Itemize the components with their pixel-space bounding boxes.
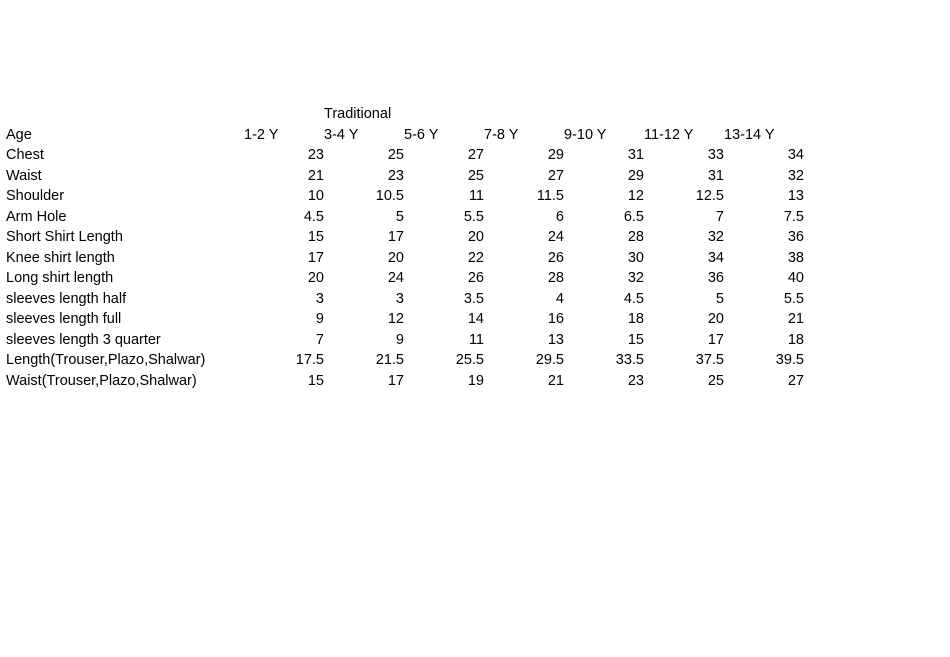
- cell-value: 16: [547, 311, 564, 327]
- cell-value: 23: [627, 372, 644, 389]
- cell-value: 32: [707, 229, 724, 245]
- size-chart-table: [6, 104, 804, 391]
- cell-value: 25: [707, 372, 724, 389]
- cell-value: 3: [315, 290, 324, 307]
- cell-value: 12: [387, 311, 404, 327]
- cell-value: 29: [627, 167, 644, 184]
- cell-value: 17.5: [295, 352, 324, 368]
- table-row: [6, 268, 804, 289]
- table-row: [6, 186, 804, 207]
- cell-value: 18: [627, 311, 644, 327]
- cell-value: 39.5: [775, 352, 804, 368]
- cell-value: 17: [307, 249, 324, 266]
- cell-value: 14: [467, 311, 484, 327]
- cell-value: 24: [547, 229, 564, 245]
- cell-value: 11: [468, 331, 484, 348]
- banner-empty-cell-3: [404, 104, 484, 125]
- cell-value: 40: [787, 270, 804, 286]
- cell-value: 17: [387, 229, 404, 245]
- cell-value: 27: [787, 372, 804, 389]
- row-label: Long shirt length: [6, 270, 114, 286]
- cell-value: 19: [467, 372, 484, 389]
- cell-value: 17: [387, 372, 404, 389]
- cell-value: 26: [467, 270, 484, 286]
- cell-value: 32: [787, 167, 804, 184]
- cell-value: 13: [787, 188, 804, 204]
- table-row: [6, 207, 804, 228]
- cell-value: 28: [627, 229, 644, 245]
- cell-value: 27: [547, 167, 564, 184]
- column-header-1-2y: 1-2 Y: [244, 126, 279, 143]
- cell-value: 23: [307, 147, 324, 163]
- column-header-9-10y: 9-10 Y: [564, 126, 607, 143]
- cell-value: 30: [627, 249, 644, 266]
- cell-value: 6: [555, 208, 564, 225]
- banner-title: Traditional: [324, 106, 392, 122]
- row-label: Short Shirt Length: [6, 229, 123, 245]
- banner-empty-cell-6: [644, 104, 724, 125]
- cell-value: 7: [315, 331, 324, 348]
- cell-value: 18: [787, 331, 804, 348]
- table-row: [6, 371, 804, 392]
- column-header-13-14y: 13-14 Y: [724, 126, 775, 143]
- cell-value: 15: [307, 372, 324, 389]
- cell-value: 5: [715, 290, 724, 307]
- cell-value: 25: [387, 147, 404, 163]
- cell-value: 24: [387, 270, 404, 286]
- cell-value: 20: [307, 270, 324, 286]
- cell-value: 5.5: [463, 208, 484, 225]
- table-row: [6, 248, 804, 269]
- cell-value: 5: [395, 208, 404, 225]
- cell-value: 9: [395, 331, 404, 348]
- table-row: [6, 330, 804, 351]
- table-row: [6, 145, 804, 166]
- cell-value: 33.5: [615, 352, 644, 368]
- table-row: [6, 166, 804, 187]
- column-header-5-6y: 5-6 Y: [404, 126, 439, 143]
- table-row: [6, 350, 804, 371]
- cell-value: 29.5: [535, 352, 564, 368]
- banner-empty-cell: [6, 104, 244, 125]
- cell-value: 13: [547, 331, 564, 348]
- cell-value: 12.5: [695, 188, 724, 204]
- column-header-3-4y: 3-4 Y: [324, 126, 359, 143]
- table-row: [6, 289, 804, 310]
- cell-value: 25.5: [455, 352, 484, 368]
- row-label: sleeves length half: [6, 290, 127, 307]
- cell-value: 28: [547, 270, 564, 286]
- cell-value: 29: [547, 147, 564, 163]
- row-label: Shoulder: [6, 188, 65, 204]
- size-chart-body: [6, 104, 804, 391]
- cell-value: 36: [707, 270, 724, 286]
- cell-value: 10: [307, 188, 324, 204]
- cell-value: 31: [707, 167, 724, 184]
- row-label: Length(Trouser,Plazo,Shalwar): [6, 352, 206, 368]
- cell-value: 3.5: [463, 290, 484, 307]
- cell-value: 9: [315, 311, 324, 327]
- cell-value: 21: [787, 311, 804, 327]
- banner-empty-cell-4: [484, 104, 564, 125]
- table-row: [6, 309, 804, 330]
- cell-value: 25: [467, 167, 484, 184]
- cell-value: 26: [547, 249, 564, 266]
- cell-value: 5.5: [783, 290, 804, 307]
- cell-value: 4.5: [623, 290, 644, 307]
- cell-value: 3: [395, 290, 404, 307]
- row-label: Waist: [6, 167, 42, 184]
- cell-value: 31: [627, 147, 644, 163]
- table-row: [6, 227, 804, 248]
- cell-value: 17: [707, 331, 724, 348]
- cell-value: 21.5: [375, 352, 404, 368]
- cell-value: 11.5: [536, 188, 564, 204]
- cell-value: 21: [307, 167, 324, 184]
- cell-value: 22: [467, 249, 484, 266]
- cell-value: 20: [707, 311, 724, 327]
- banner-empty-cell-2: [244, 104, 324, 125]
- row-label: Chest: [6, 147, 44, 163]
- row-label: Arm Hole: [6, 208, 67, 225]
- cell-value: 4.5: [303, 208, 324, 225]
- cell-value: 12: [627, 188, 644, 204]
- cell-value: 32: [627, 270, 644, 286]
- column-header-7-8y: 7-8 Y: [484, 126, 519, 143]
- column-header-11-12y: 11-12 Y: [644, 126, 694, 143]
- cell-value: 34: [707, 249, 724, 266]
- cell-value: 6.5: [623, 208, 644, 225]
- row-label: sleeves length full: [6, 311, 122, 327]
- cell-value: 38: [787, 249, 804, 266]
- cell-value: 11: [468, 188, 484, 204]
- cell-value: 4: [555, 290, 564, 307]
- cell-value: 33: [707, 147, 724, 163]
- cell-value: 37.5: [695, 352, 724, 368]
- banner-empty-cell-5: [564, 104, 644, 125]
- banner-row: [6, 104, 804, 125]
- cell-value: 20: [387, 249, 404, 266]
- cell-value: 36: [787, 229, 804, 245]
- banner-empty-cell-7: [724, 104, 804, 125]
- row-label: Waist(Trouser,Plazo,Shalwar): [6, 372, 197, 389]
- cell-value: 15: [307, 229, 324, 245]
- cell-value: 20: [467, 229, 484, 245]
- cell-value: 7.5: [783, 208, 804, 225]
- column-header-age: Age: [6, 126, 32, 143]
- cell-value: 34: [787, 147, 804, 163]
- cell-value: 10.5: [375, 188, 404, 204]
- cell-value: 23: [387, 167, 404, 184]
- cell-value: 21: [547, 372, 564, 389]
- cell-value: 27: [467, 147, 484, 163]
- row-label: Knee shirt length: [6, 249, 115, 266]
- cell-value: 7: [715, 208, 724, 225]
- header-row: [6, 125, 804, 146]
- row-label: sleeves length 3 quarter: [6, 331, 161, 348]
- cell-value: 15: [627, 331, 644, 348]
